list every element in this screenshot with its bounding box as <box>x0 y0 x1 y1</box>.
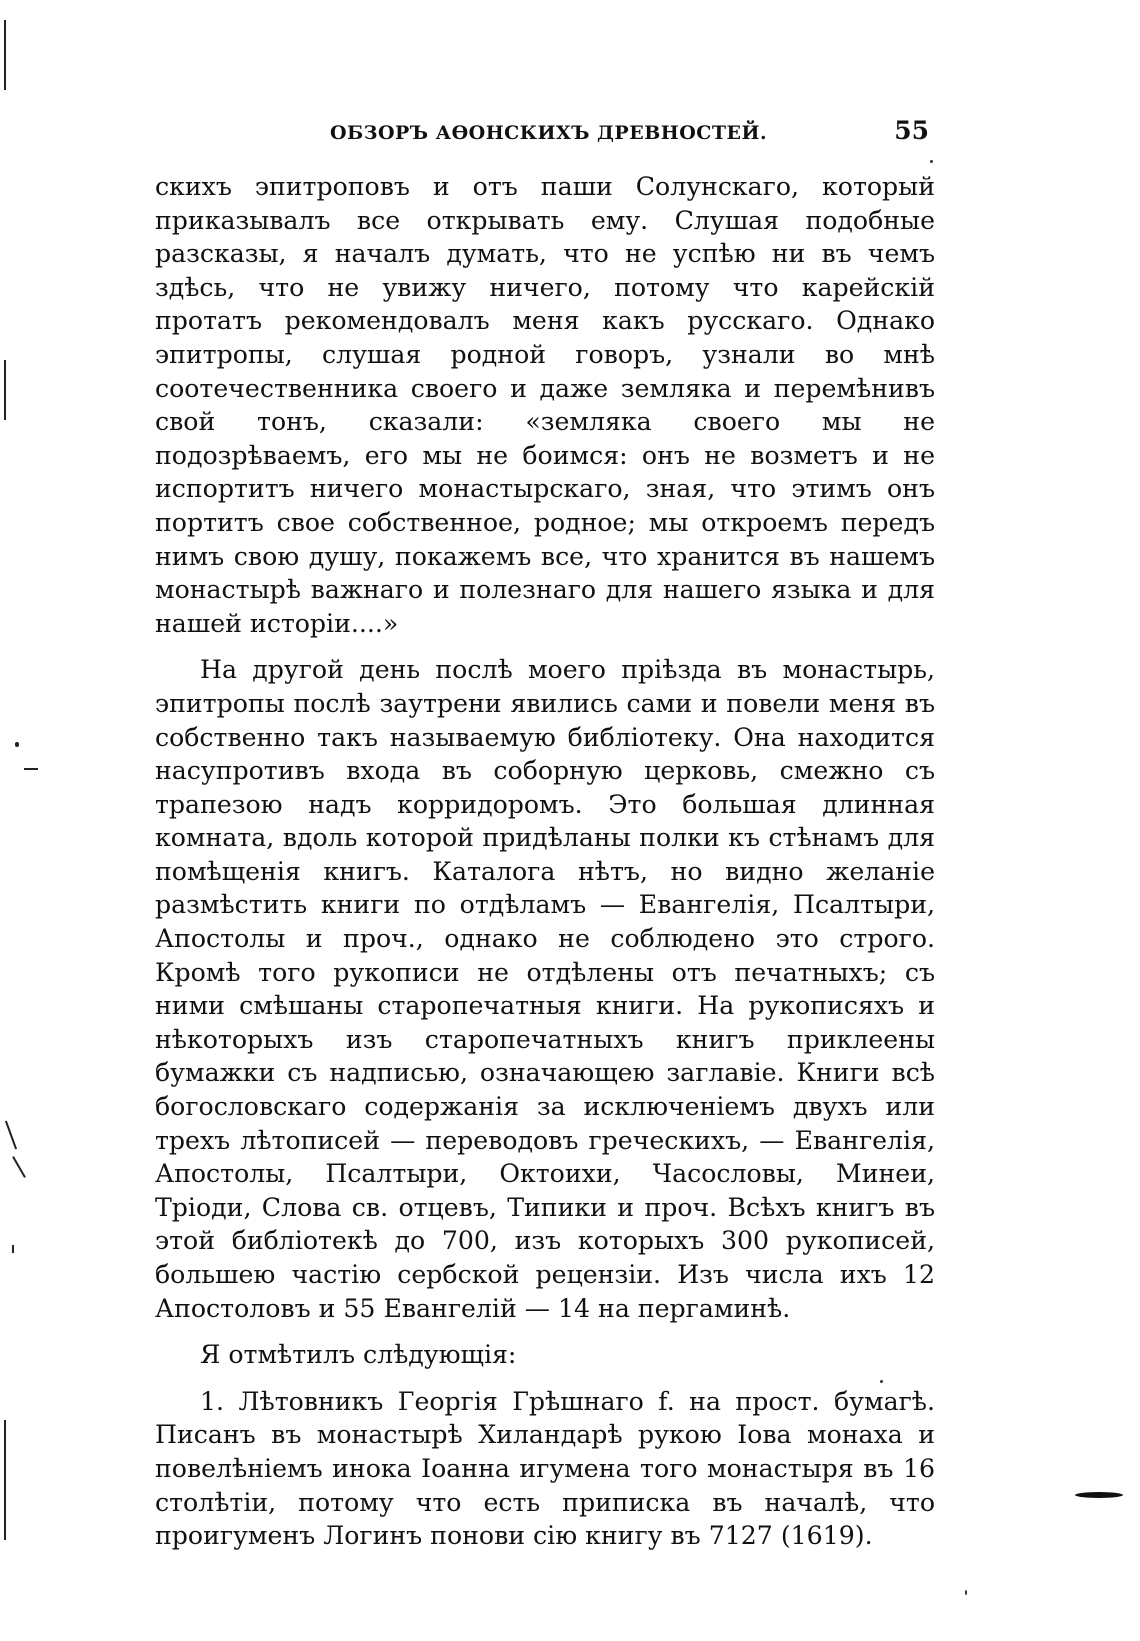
scan-edge-mark <box>1075 1492 1123 1498</box>
scan-edge-mark <box>4 20 6 90</box>
scan-speck <box>930 160 933 163</box>
paragraph-list-intro: Я отмѣтилъ слѣдующія: <box>200 1340 517 1370</box>
scan-edge-mark <box>4 360 6 420</box>
paragraph-library-description: На другой день послѣ моего пріѣзда въ монастырь, эпитропы послѣ заутрени явились сами и повели меня въ собственно такъ называемую библіотеку. Она находится насупротивъ входа въ соборную церковь, смежно съ трапезою надъ корридоромъ. Это большая длинная комната, вдоль которой придѣланы полки къ стѣнамъ для помѣщенія книгъ. Каталога нѣтъ, но видно желаніе размѣстить книги по отдѣламъ — Евангелія, Псалтыри, Апостолы и проч., однако не соблюдено это строго. Кромѣ того рукописи не отдѣлены отъ печатныхъ; съ ними смѣшаны старопечатныя книги. На рукописяхъ и нѣкоторыхъ изъ старопечатныхъ книгъ приклеены бумажки съ надписью, означающею заглавіе. Книги всѣ богословскаго содержанія за исключеніемъ двухъ или трехъ лѣтописей — переводовъ греческихъ, — Евангелія, Апостолы, Псалтыри, Октоихи, Часословы, Минеи, Тріоди, Слова св. отцевъ, Типики и проч. Всѣхъ книгъ въ этой библіотекѣ до 700, изъ которыхъ 300 рукописей, большею частію сербской рецензіи. Изъ числа ихъ 12 Апостоловъ и 55 Евангелій — 14 на пергаминѣ. <box>155 655 935 1323</box>
page-number: 55 <box>894 116 929 145</box>
scan-edge-mark <box>15 742 19 747</box>
scan-edge-mark <box>5 1121 17 1150</box>
list-item-1: 1. Лѣтовникъ Георгія Грѣшнаго f. на прост. бумагѣ. Писанъ въ монастырѣ Хиландарѣ рукою Іова монаха и повелѣніемъ инока Іоанна игумена того монастыря въ 16 столѣтіи, потому что есть приписка въ началѣ, что проигуменъ Логинъ понови сію книгу въ 7127 (1619). <box>155 1386 935 1551</box>
scan-speck <box>965 1590 967 1595</box>
paragraph-continuation: скихъ эпитроповъ и отъ паши Солунскаго, который приказывалъ все открывать ему. Слушая подобные разсказы, я началъ думать, что не успѣю ни въ чемъ здѣсь, что не увижу ничего, потому что карейскій протатъ рекомендовалъ меня какъ русскаго. Однако эпитропы, слушая родной говоръ, узнали во мнѣ соотечественника своего и даже земляка и перемѣнивъ свой тонъ, сказали: «земляка своего мы не подозрѣваемъ, его мы не боимся: онъ не возметъ и не испортитъ ничего монастырскаго, зная, что этимъ онъ портитъ свое собственное, родное; мы откроемъ передъ нимъ свою душу, покажемъ все, что хранится въ нашемъ монастырѣ важнаго и полезнаго для нашего языка и для нашей исторіи....» <box>155 172 935 638</box>
scan-edge-mark <box>24 768 38 770</box>
scan-speck <box>880 1380 883 1383</box>
scan-edge-mark <box>12 1245 14 1253</box>
body-text <box>155 170 935 1566</box>
scan-edge-mark <box>12 1156 26 1178</box>
page-header <box>160 118 935 154</box>
scan-edge-mark <box>4 1420 6 1540</box>
running-head: ОБЗОРЪ АѲОНСКИХЪ ДРЕВНОСТЕЙ. <box>330 122 768 144</box>
